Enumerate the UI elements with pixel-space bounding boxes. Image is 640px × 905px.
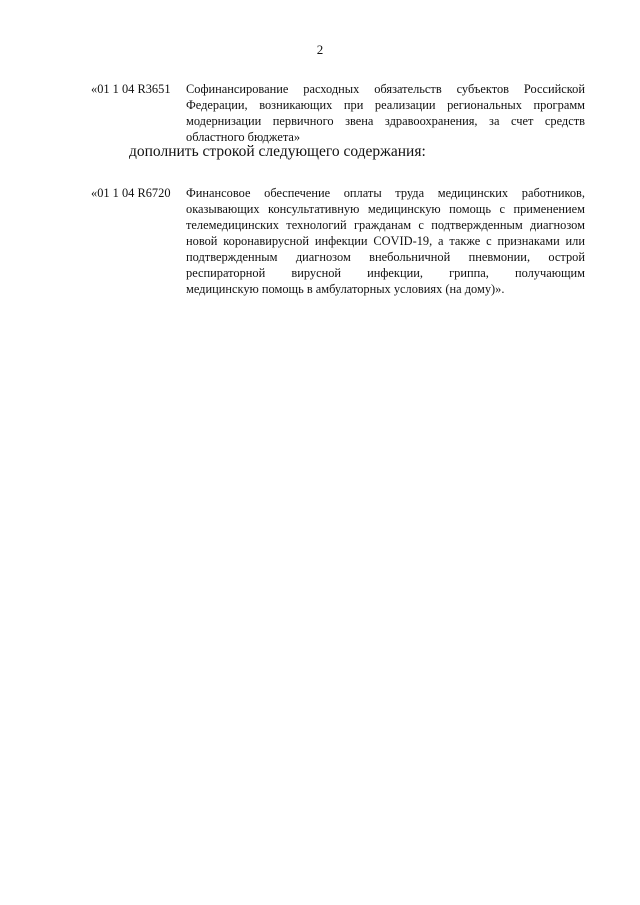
instruction-text: дополнить строкой следующего содержания: bbox=[129, 143, 426, 160]
entry-description bbox=[186, 81, 585, 145]
entry-text-line: респираторной вирусной инфекции, гриппа, получающим bbox=[186, 266, 585, 280]
budget-entry-r3651 bbox=[91, 81, 585, 145]
entry-text-line: оказывающих консультативную медицинскую помощь с применением bbox=[186, 202, 585, 216]
entry-text-line: новой коронавирусной инфекции COVID-19, а также с признаками или bbox=[186, 234, 585, 248]
page-number: 2 bbox=[316, 42, 324, 57]
entry-text-line: Софинансирование расходных обязательств субъектов Российской bbox=[186, 82, 585, 96]
entry-text-line: медицинскую помощь в амбулаторных условиях (на дому)». bbox=[186, 282, 505, 296]
entry-text-line: телемедицинских технологий гражданам с подтвержденным диагнозом bbox=[186, 218, 585, 232]
entry-text-line: модернизации первичного звена здравоохранения, за счет средств bbox=[186, 114, 585, 128]
entry-code: «01 1 04 R3651 bbox=[91, 82, 171, 96]
entry-code: «01 1 04 R6720 bbox=[91, 186, 171, 200]
entry-text-line: областного бюджета» bbox=[186, 130, 301, 144]
entry-text-line: подтвержденным диагнозом внебольничной пневмонии, острой bbox=[186, 250, 585, 264]
entry-description bbox=[186, 185, 585, 297]
budget-entry-r6720 bbox=[91, 185, 585, 297]
entry-text-line: Финансовое обеспечение оплаты труда медицинских работников, bbox=[186, 186, 585, 200]
entry-text-line: Федерации, возникающих при реализации региональных программ bbox=[186, 98, 585, 112]
